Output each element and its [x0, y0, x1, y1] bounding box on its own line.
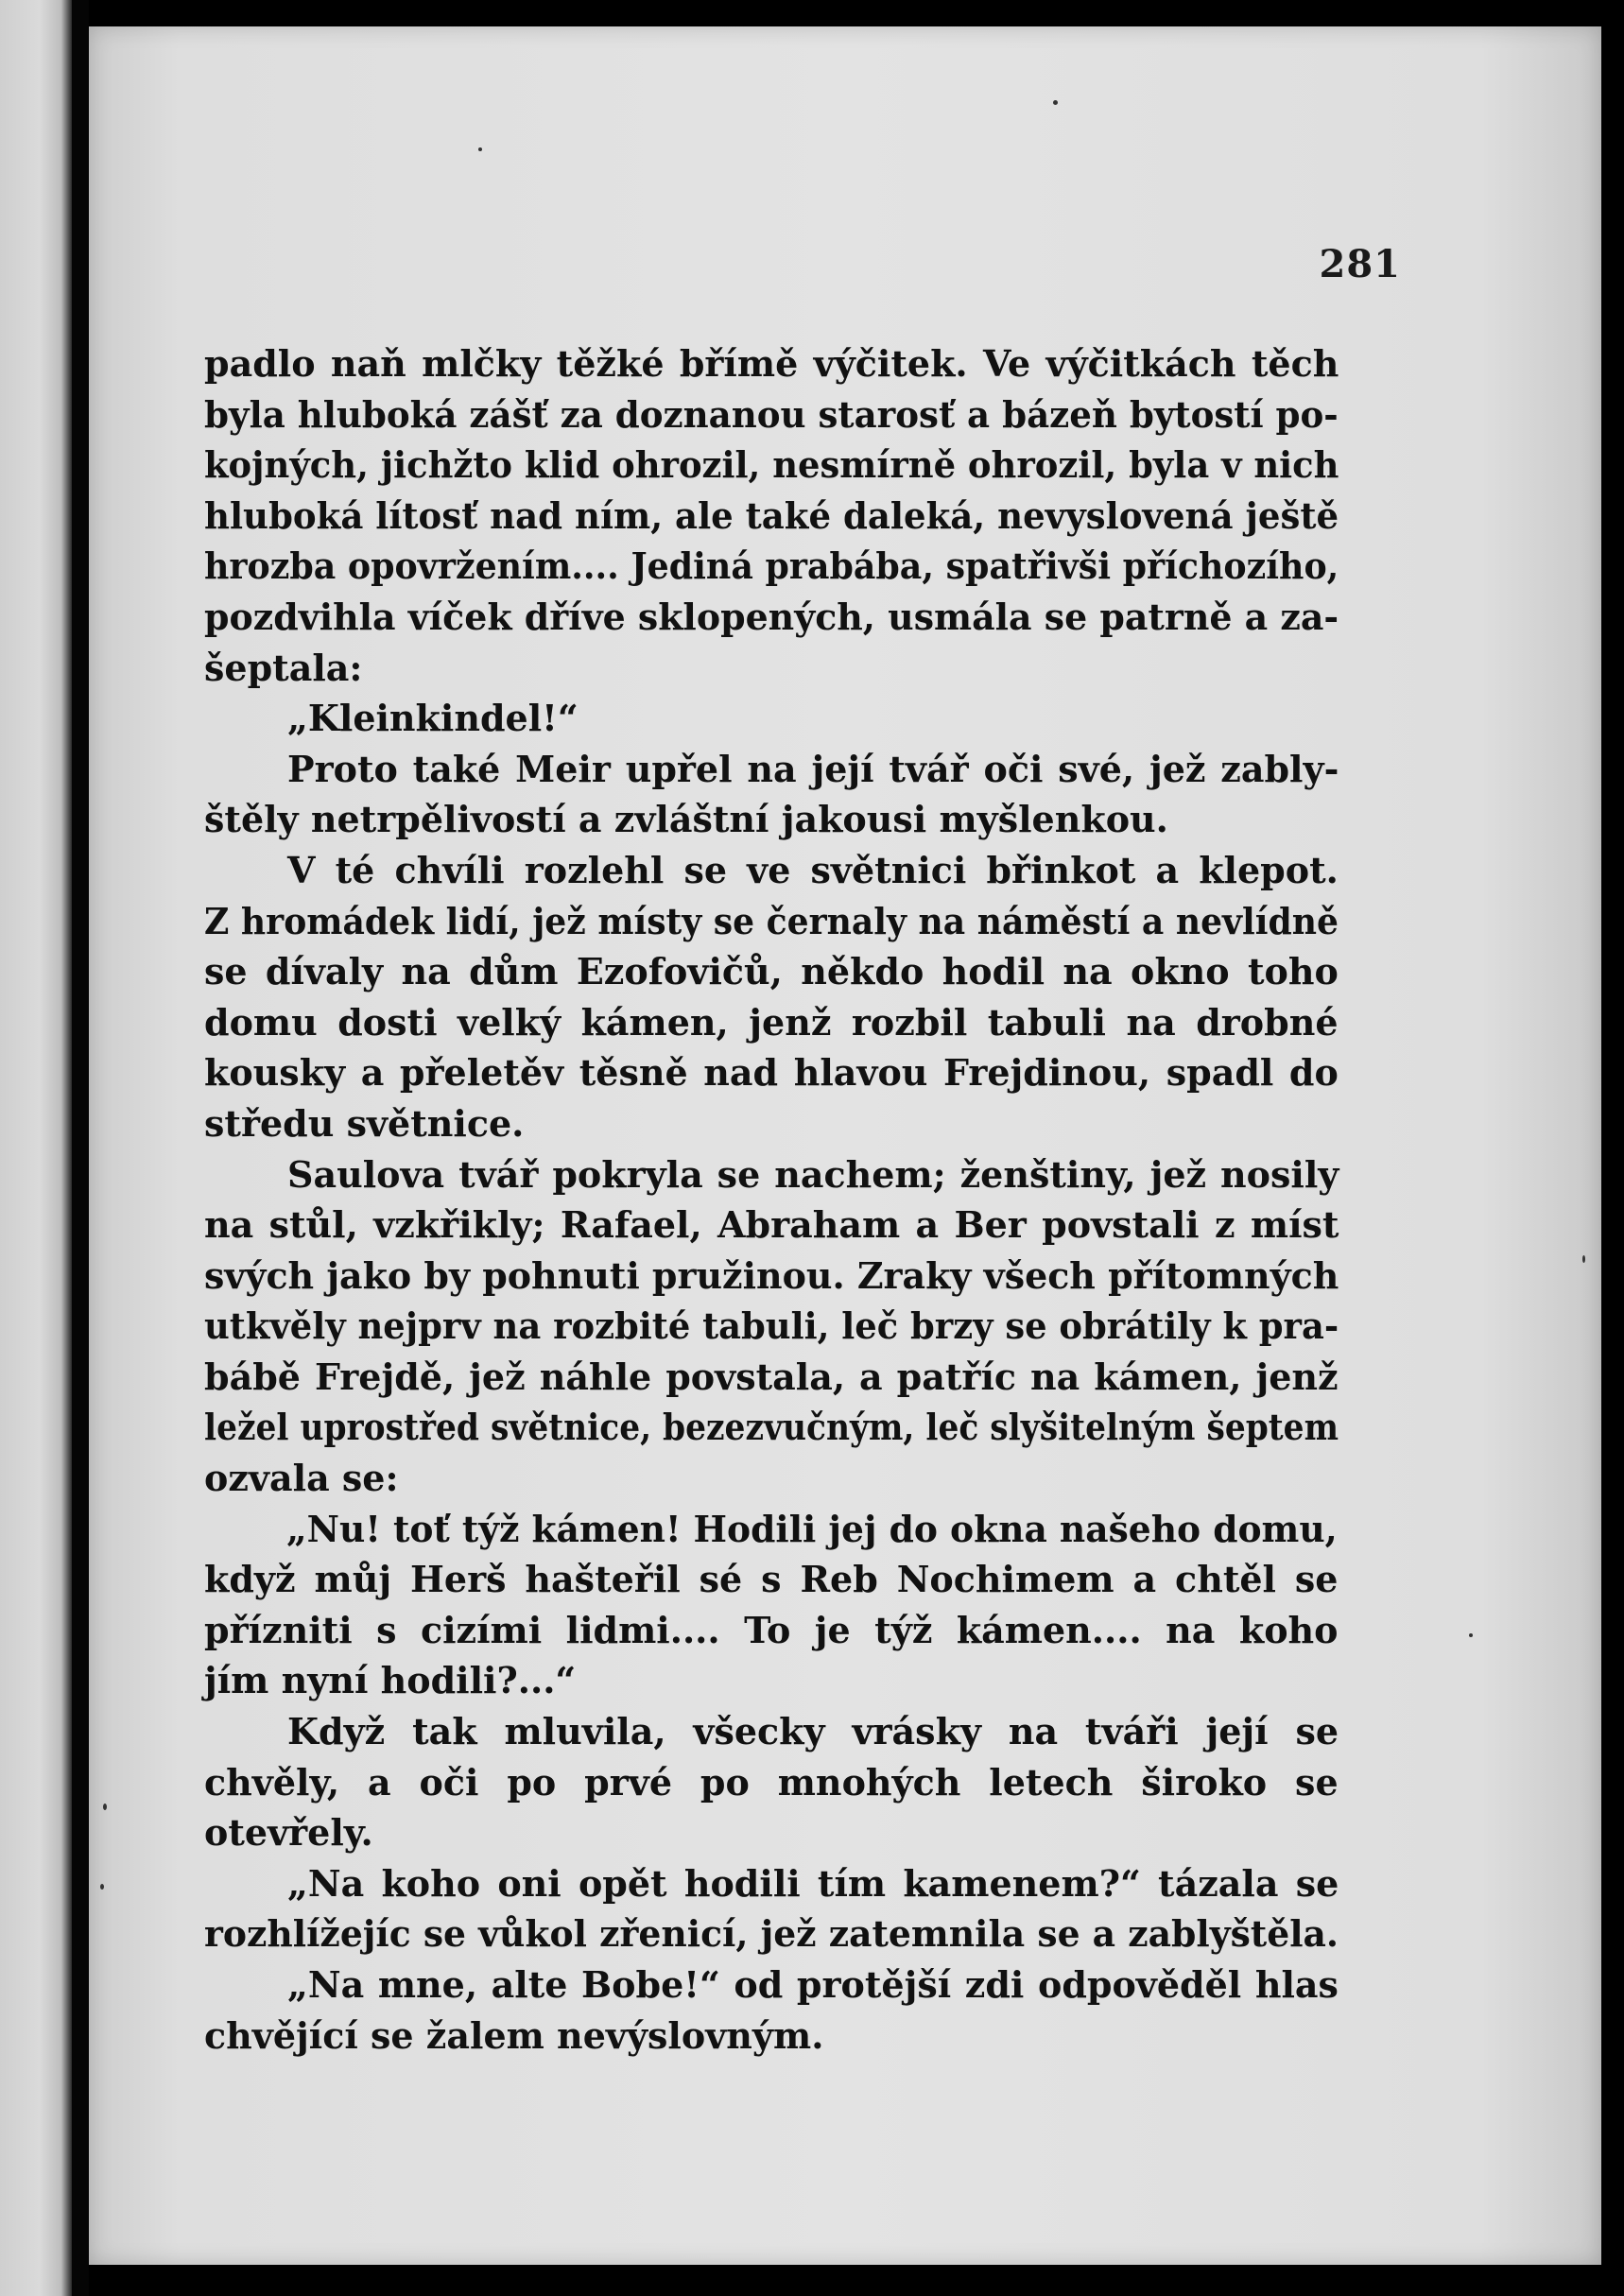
text-line: kojných, jichžto klid ohrozil, nesmírně ohrozil, byla v nich — [204, 443, 1339, 487]
text-line: padlo naň mlčky těžké břímě výčitek. Ve výčitkách těch — [204, 342, 1339, 385]
text-line: štěly netrpělivostí a zvláštní jakousi myšlenkou. — [204, 798, 1168, 841]
text-line: otevřely. — [204, 1811, 373, 1855]
paper-speck — [478, 147, 482, 151]
text-line: Proto také Meir upřel na její tvář oči své, jež zably- — [287, 747, 1339, 790]
book-gutter — [72, 0, 89, 2296]
text-line: ležel uprostřed světnice, bezezvučným, leč slyšitelným šeptem — [204, 1406, 1339, 1449]
text-line: „Kleinkindel!“ — [287, 697, 579, 740]
text-line: kousky a přeletěv těsně nad hlavou Frejdinou, spadl do — [204, 1051, 1339, 1095]
text-line: V té chvíli rozlehl se ve světnici břinkot a klepot. — [287, 848, 1339, 891]
text-line: Když tak mluvila, všecky vrásky na tváři její se — [287, 1710, 1339, 1753]
text-line: šeptala: — [204, 646, 363, 689]
text-line: chvějící se žalem nevýslovným. — [204, 2013, 824, 2057]
paper-speck — [1053, 100, 1058, 105]
text-line: svých jako by pohnuti pružinou. Zraky všech přítomných — [204, 1253, 1339, 1297]
text-line: hrozba opovržením.... Jediná prabába, spatřivši příchozího, — [204, 544, 1339, 588]
paper-speck — [103, 1804, 107, 1810]
paper-speck — [100, 1884, 104, 1890]
paper-speck — [1469, 1633, 1473, 1637]
text-line: chvěly, a oči po prvé po mnohých letech široko se — [204, 1760, 1339, 1804]
text-line: Saulova tvář pokryla se nachem; ženštiny, jež nosily — [287, 1152, 1339, 1196]
page-number: 281 — [1319, 242, 1401, 286]
text-line: přízniti s cizími lidmi.... To je týž kámen.... na koho — [204, 1608, 1339, 1651]
text-line: Z hromádek lidí, jež místy se černaly na náměstí a nevlídně — [204, 899, 1339, 942]
text-line: „Na mne, alte Bobe!“ od protější zdi odpověděl hlas — [287, 1963, 1339, 2006]
text-line: se dívaly na dům Ezofovičů, někdo hodil na okno toho — [204, 950, 1339, 993]
text-line: pozdvihla víček dříve sklopených, usmála se patrně a za- — [204, 595, 1339, 638]
text-line: jím nyní hodili?...“ — [204, 1659, 577, 1702]
page-text — [204, 338, 1339, 2061]
book-page — [89, 26, 1601, 2265]
paper-speck — [1582, 1255, 1585, 1263]
text-line: bábě Frejdě, jež náhle povstala, a patříc na kámen, jenž — [204, 1355, 1339, 1398]
text-line: na stůl, vzkřikly; Rafael, Abraham a Ber povstali z míst — [204, 1203, 1339, 1247]
text-line: utkvěly nejprv na rozbité tabuli, leč brzy se obrátily k pra- — [204, 1304, 1339, 1348]
left-page-edge — [0, 0, 72, 2296]
text-line: když můj Herš hašteřil sé s Reb Nochimem a chtěl se — [204, 1558, 1339, 1601]
text-line: středu světnice. — [204, 1101, 525, 1145]
text-line: byla hluboká zášť za doznanou starosť a bázeň bytostí po- — [204, 392, 1339, 436]
text-line: domu dosti velký kámen, jenž rozbil tabuli na drobné — [204, 1000, 1339, 1044]
text-line: ozvala se: — [204, 1457, 399, 1500]
text-line: rozhlížejíc se vůkol zřenicí, jež zatemnila se a zablyštěla. — [204, 1912, 1339, 1956]
text-line: „Nu! toť týž kámen! Hodili jej do okna našeho domu, — [286, 1507, 1338, 1550]
text-line: „Na koho oni opět hodili tím kamenem?“ tázala se — [287, 1861, 1339, 1905]
text-line: hluboká lítosť nad ním, ale také daleká, nevyslovená ještě — [204, 493, 1339, 537]
